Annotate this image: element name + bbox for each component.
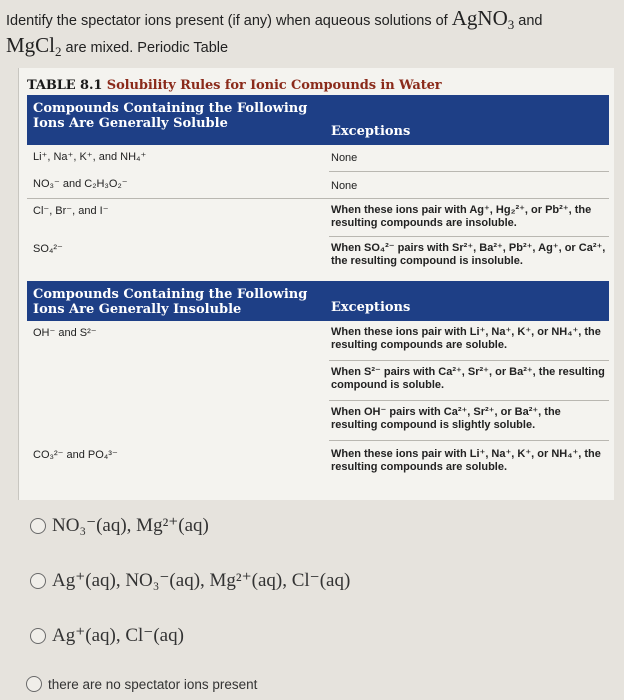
compound-1: AgNO$_3$ xyxy=(451,6,515,32)
table-row: CO₃²⁻ and PO₄³⁻ When these ions pair with Li⁺, Na⁺, K⁺, or NH₄⁺, the resulting compounds are soluble. xyxy=(33,448,601,473)
table-row: When S²⁻ pairs with Ca²⁺, Sr²⁺, or Ba²⁺, the resulting compound is soluble. xyxy=(27,361,609,401)
solubility-table xyxy=(18,68,614,500)
radio-button[interactable] xyxy=(26,676,42,692)
table-row: NO₃⁻ and C₂H₃O₂⁻ None xyxy=(27,172,609,199)
option-label[interactable]: Ag⁺(aq), Cl⁻(aq) xyxy=(52,625,184,646)
exceptions-header-2: Exceptions xyxy=(331,300,411,315)
option-3[interactable] xyxy=(30,624,184,647)
compound-2: MgCl$_2$ xyxy=(6,33,62,59)
table-row: OH⁻ and S²⁻ When these ions pair with Li⁺, Na⁺, K⁺, or NH₄⁺, the resulting compounds are soluble. xyxy=(27,321,609,361)
option-1[interactable] xyxy=(30,514,209,537)
exceptions-header: Exceptions xyxy=(331,124,411,139)
table-row: Li⁺, Na⁺, K⁺, and NH₄⁺ None xyxy=(27,145,609,172)
radio-button[interactable] xyxy=(30,628,46,644)
question-prefix: Identify the spectator ions present (if any) when aqueous solutions of xyxy=(6,13,448,29)
question-suffix: are mixed. xyxy=(65,40,134,56)
option-label[interactable]: Ag⁺(aq), NO₃⁻(aq), Mg²⁺(aq), Cl⁻(aq) xyxy=(52,570,351,591)
question-joiner: and xyxy=(518,13,543,29)
periodic-table-link[interactable]: Periodic Table xyxy=(137,40,229,56)
table-title: TABLE 8.1 Solubility Rules for Ionic Compounds in Water xyxy=(27,78,442,93)
option-2[interactable] xyxy=(30,569,350,592)
question-text xyxy=(6,8,606,62)
table-row: When OH⁻ pairs with Ca²⁺, Sr²⁺, or Ba²⁺, the resulting compound is slightly soluble. xyxy=(27,401,609,441)
table-row: Cl⁻, Br⁻, and I⁻ When these ions pair with Ag⁺, Hg₂²⁺, or Pb²⁺, the resulting compounds are insoluble. xyxy=(27,199,609,237)
option-label[interactable]: there are no spectator ions present xyxy=(48,676,258,692)
soluble-header: Compounds Containing the Following Ions Are Generally Soluble Exceptions xyxy=(27,95,609,145)
option-4[interactable] xyxy=(26,676,257,692)
insoluble-header: Compounds Containing the Following Ions Are Generally Insoluble Exceptions xyxy=(27,281,609,321)
table-row: SO₄²⁻ When SO₄²⁻ pairs with Sr²⁺, Ba²⁺, Pb²⁺, Ag⁺, or Ca²⁺, the resulting compound is insoluble. xyxy=(33,242,606,267)
radio-button[interactable] xyxy=(30,573,46,589)
option-label[interactable]: NO₃⁻(aq), Mg²⁺(aq) xyxy=(52,515,209,536)
radio-button[interactable] xyxy=(30,518,46,534)
